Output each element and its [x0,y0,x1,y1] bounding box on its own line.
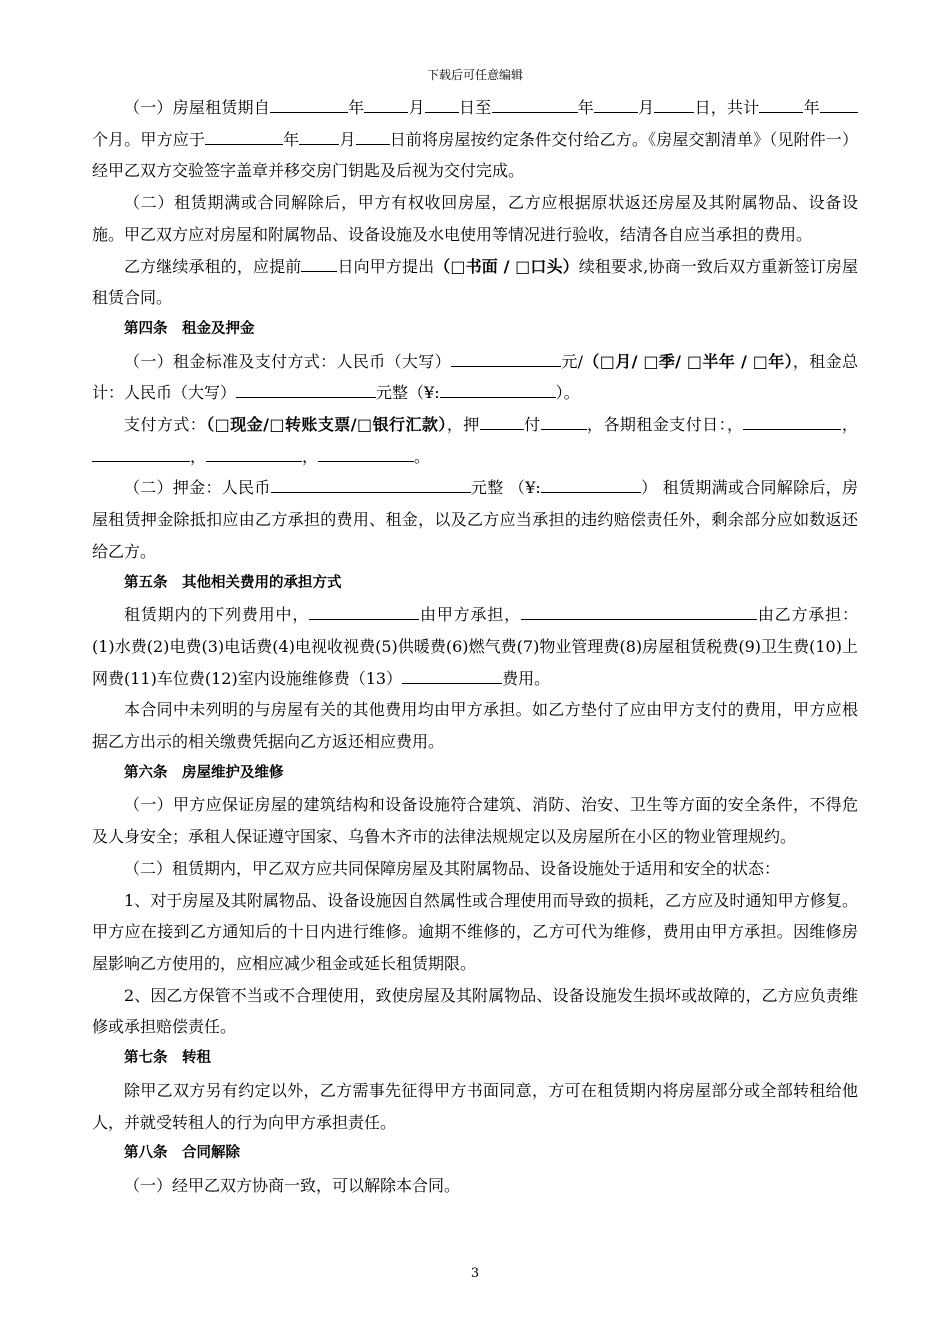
clause-4-payment: 支付方式：（□现金/□转账支票/□银行汇款），押 付 ，各期租金支付日：， ，， ， 。 [92,409,858,472]
clause-3-2: （二）租赁期满或合同解除后，甲方有权收回房屋，乙方应根据原状返还房屋及其附属物品、设备设施。甲乙双方应对房屋和附属物品、设备设施及水电使用等情况进行验收，结清各自应当承担的费用。 [92,193,858,244]
blank [299,126,339,145]
blank [440,379,556,398]
blank [271,474,471,493]
clause-6-1: （一）甲方应保证房屋的建筑结构和设备设施符合建筑、消防、治安、卫生等方面的安全条件，不得危及人身安全；承租人保证遵守国家、乌鲁木齐市的法律法规规定以及房屋所在小区的物业管理规约。 [92,795,858,847]
clause-4-2: （二）押金：人民币 元整 （¥: ） 租赁期满或合同解除后，房屋租赁押金除抵扣应由乙方承担的费用、租金，以及乙方应当承担的违约赔偿责任外，剩余部分应如数返还给乙方。 [92,472,858,567]
clause-6-2-1: 1、对于房屋及其附属物品、设备设施因自然属性或合理使用而导致的损耗，乙方应及时通知甲方修复。甲方应在接到乙方通知后的十日内进行维修。逾期不维修的，乙方可代为维修，费用由甲方承担。因维修房屋影响乙方使用的，应相应减少租金或延长租赁期限。 [92,890,858,973]
blank [425,94,459,113]
clause-8-1: （一）经甲乙双方协商一致，可以解除本合同。 [124,1175,461,1195]
blank [451,348,561,367]
document-body [92,92,858,1202]
blank [541,411,587,430]
clause-6-2: （二）租赁期内，甲乙双方应共同保障房屋及其附属物品、设备设施处于适用和安全的状态： [124,858,781,878]
clause-4-1: （一）租金标准及支付方式：人民币（大写） 元/（□月/ □季/ □半年 / □年），租金总计：人民币（大写） 元整（¥: ）。 [92,346,858,409]
blank [521,601,757,620]
clause-6-2-2: 2、因乙方保管不当或不合理使用，致使房屋及其附属物品、设备设施发生损坏或故障的，乙方应负责维修或承担赔偿责任。 [92,985,858,1037]
clause-3-3: 乙方继续承租的，应提前 日向甲方提出（□书面 / □口头）续租要求,协商一致后双方重新签订房屋租赁合同。 [92,251,858,314]
blank [356,126,390,145]
blank [309,601,419,620]
blank [92,443,190,462]
blank [205,126,283,145]
blank [318,443,414,462]
article-4-title: 第四条 租金及押金 [124,320,255,337]
blank [301,253,337,272]
page-number: 3 [470,1266,480,1281]
blank [541,474,641,493]
article-5-title: 第五条 其他相关费用的承担方式 [124,574,342,591]
blank [402,665,502,684]
blank [236,379,376,398]
blank [654,94,694,113]
clause-5-1: 租赁期内的下列费用中， 由甲方承担， 由乙方承担：(1)水费(2)电费(3)电话费(4)电视收视费(5)供暖费(6)燃气费(7)物业管理费(8)房屋租赁税费(9)卫生费(10)上网费(11)车位费(12)室内设施维修费（13） 费用。 [92,599,858,694]
blank [820,94,858,113]
blank [364,94,408,113]
blank [480,411,524,430]
clause-5-2: 本合同中未列明的与房屋有关的其他费用均由甲方承担。如乙方垫付了应由甲方支付的费用，甲方应根据乙方出示的相关缴费凭据向乙方返还相应费用。 [92,700,858,752]
blank [206,443,302,462]
blank [492,94,578,113]
article-8-title: 第八条 合同解除 [124,1145,240,1162]
blank [743,411,841,430]
blank [759,94,803,113]
clause-3-1: （一）房屋租赁期自 年 月 日至 年 月 日，共计 年个月。甲方应于 年 月 日前将房屋按约定条件交付给乙方。《房屋交割清单》（见附件一）经甲乙双方交验签字盖章并移交房门钥匙及后视为交付完成。 [92,92,858,187]
clause-7-1: 除甲乙双方另有约定以外，乙方需事先征得甲方书面同意，方可在租赁期内将房屋部分或全部转租给他人，并就受转租人的行为向甲方承担责任。 [92,1080,858,1132]
page-header: 下载后可任意编辑 [426,68,523,82]
blank [270,94,348,113]
blank [594,94,638,113]
article-6-title: 第六条 房屋维护及维修 [124,764,284,781]
article-7-title: 第七条 转租 [124,1050,211,1067]
